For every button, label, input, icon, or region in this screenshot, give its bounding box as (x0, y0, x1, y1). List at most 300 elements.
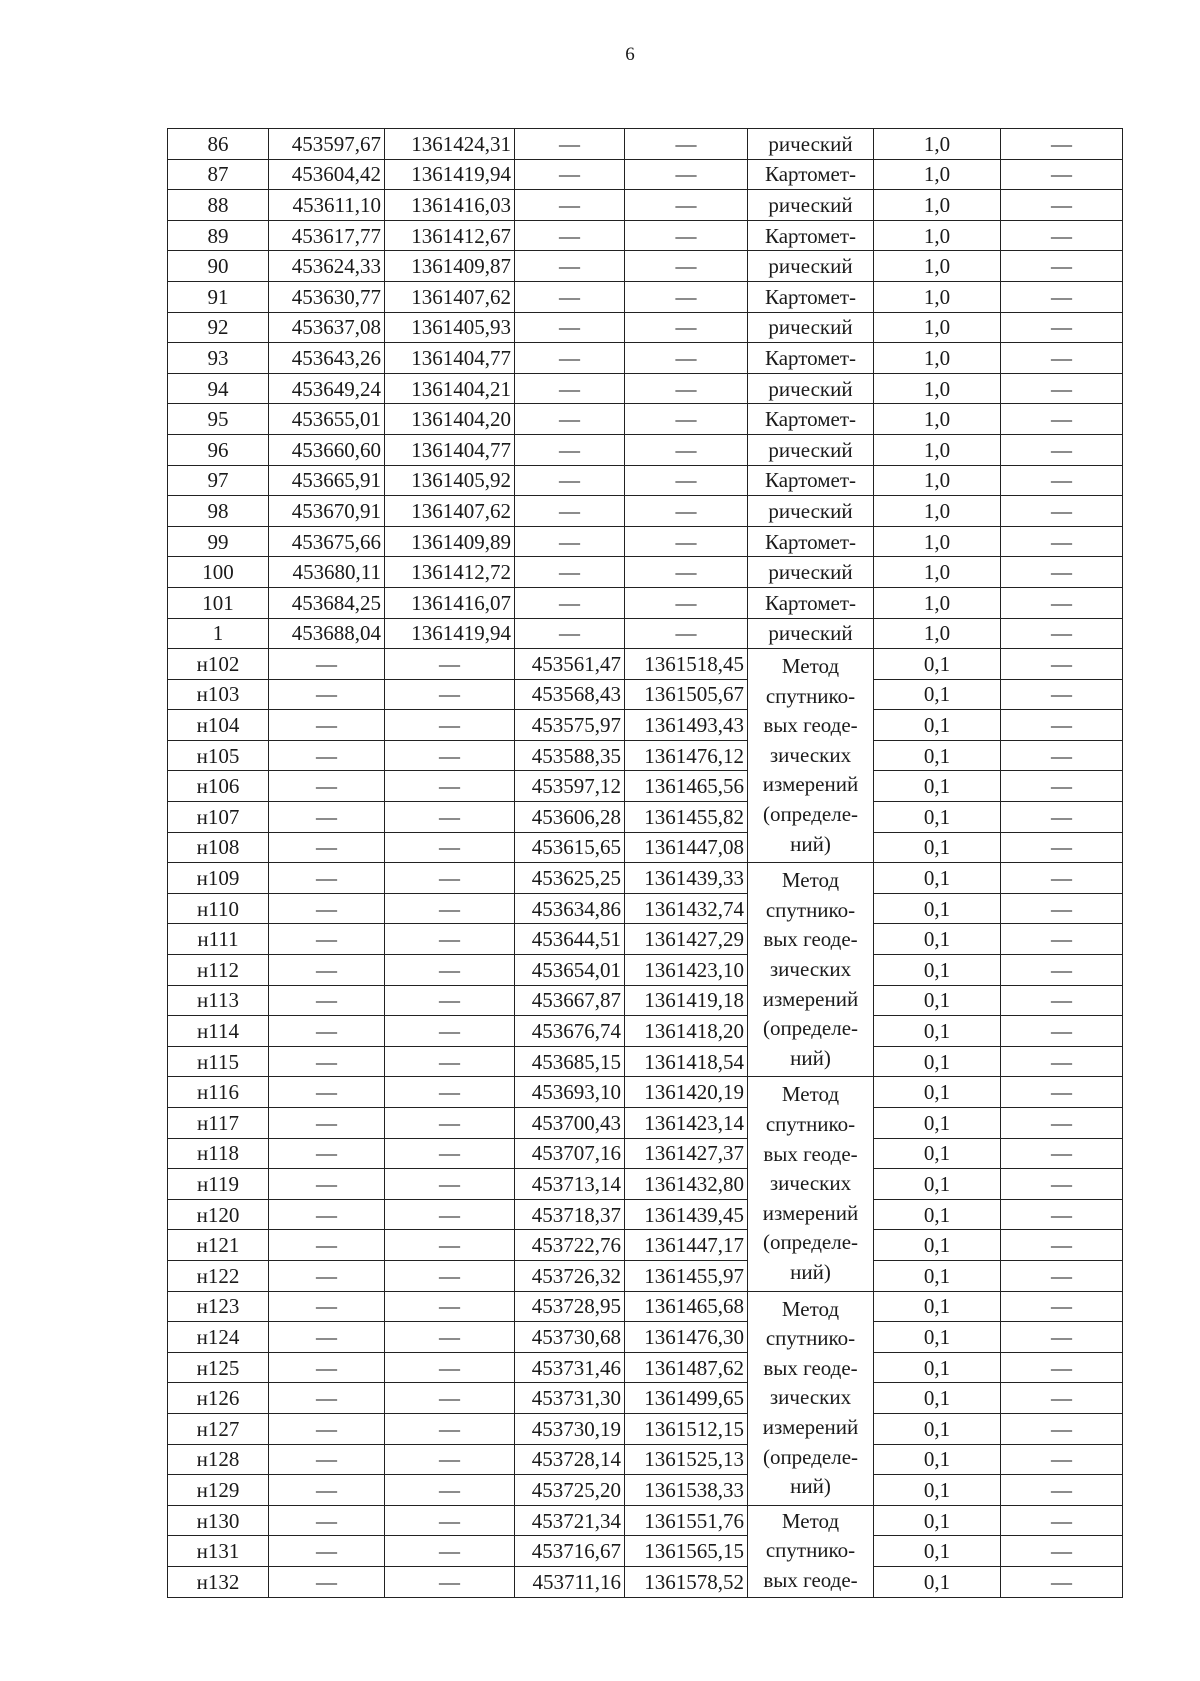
description-cell: — (1001, 1444, 1123, 1475)
table-row (168, 740, 1123, 771)
coord-y2-cell: 1361512,15 (625, 1413, 748, 1444)
point-id-cell: 97 (168, 465, 269, 496)
table-row (168, 955, 1123, 986)
accuracy-cell: 0,1 (874, 832, 1001, 863)
coord-x2-cell: 453676,74 (515, 1016, 625, 1047)
description-cell: — (1001, 679, 1123, 710)
point-id-cell: 87 (168, 159, 269, 190)
coord-y2-cell: 1361432,80 (625, 1169, 748, 1200)
coord-y2-cell: — (625, 343, 748, 374)
coord-x1-cell: — (269, 985, 385, 1016)
coord-y1-cell: — (385, 1566, 515, 1597)
coord-x1-cell: 453604,42 (269, 159, 385, 190)
method-cell: рический (748, 129, 874, 160)
accuracy-cell: 1,0 (874, 618, 1001, 649)
coord-x2-cell: 453606,28 (515, 802, 625, 833)
method-cell: Картомет- (748, 281, 874, 312)
coord-y2-cell: 1361505,67 (625, 679, 748, 710)
coord-x1-cell: — (269, 1230, 385, 1261)
method-cell: Картомет- (748, 587, 874, 618)
coord-x1-cell: — (269, 1475, 385, 1506)
description-cell: — (1001, 740, 1123, 771)
coord-y1-cell: — (385, 1260, 515, 1291)
coord-y1-cell: — (385, 740, 515, 771)
coord-x1-cell: 453649,24 (269, 373, 385, 404)
coord-x2-cell: — (515, 281, 625, 312)
coord-x1-cell: 453684,25 (269, 587, 385, 618)
coord-x2-cell: 453575,97 (515, 710, 625, 741)
coord-x1-cell: — (269, 1444, 385, 1475)
accuracy-cell: 0,1 (874, 1566, 1001, 1597)
coord-x1-cell: — (269, 893, 385, 924)
description-cell: — (1001, 1566, 1123, 1597)
coord-y1-cell: — (385, 1413, 515, 1444)
coord-y1-cell: 1361419,94 (385, 618, 515, 649)
accuracy-cell: 0,1 (874, 863, 1001, 894)
description-cell: — (1001, 710, 1123, 741)
coord-x2-cell: — (515, 251, 625, 282)
coord-y2-cell: 1361423,10 (625, 955, 748, 986)
table-row (168, 373, 1123, 404)
coord-x2-cell: 453644,51 (515, 924, 625, 955)
description-cell: — (1001, 1536, 1123, 1567)
coord-x2-cell: — (515, 526, 625, 557)
coord-y1-cell: 1361405,92 (385, 465, 515, 496)
method-line: Метод (781, 654, 840, 679)
description-cell: — (1001, 557, 1123, 588)
table-row (168, 1352, 1123, 1383)
coord-y1-cell: — (385, 1138, 515, 1169)
accuracy-cell: 0,1 (874, 1169, 1001, 1200)
method-cell: Картомет- (748, 343, 874, 374)
method-cell: рический (748, 496, 874, 527)
method-line: зических (769, 1385, 852, 1410)
accuracy-cell: 1,0 (874, 343, 1001, 374)
point-id-cell: н102 (168, 649, 269, 680)
coord-y1-cell: — (385, 679, 515, 710)
table-row (168, 679, 1123, 710)
coord-y2-cell: 1361418,54 (625, 1046, 748, 1077)
description-cell: — (1001, 190, 1123, 221)
point-id-cell: н126 (168, 1383, 269, 1414)
accuracy-cell: 1,0 (874, 373, 1001, 404)
method-line: Метод (781, 868, 840, 893)
table-row (168, 863, 1123, 894)
coord-x1-cell: — (269, 1199, 385, 1230)
coord-y2-cell: 1361465,68 (625, 1291, 748, 1322)
point-id-cell: н119 (168, 1169, 269, 1200)
table-row (168, 1016, 1123, 1047)
table-row (168, 924, 1123, 955)
coord-y1-cell: — (385, 1077, 515, 1108)
coord-y2-cell: 1361476,12 (625, 740, 748, 771)
accuracy-cell: 0,1 (874, 1199, 1001, 1230)
method-line: спутнико- (765, 683, 856, 708)
method-line: (определе- (762, 1230, 859, 1255)
coord-x2-cell: — (515, 434, 625, 465)
coord-x1-cell: — (269, 1413, 385, 1444)
coord-y2-cell: — (625, 434, 748, 465)
point-id-cell: 94 (168, 373, 269, 404)
method-line: спутнико- (765, 897, 856, 922)
coord-x1-cell: — (269, 679, 385, 710)
table-row (168, 1322, 1123, 1353)
coord-x1-cell: — (269, 955, 385, 986)
accuracy-cell: 0,1 (874, 679, 1001, 710)
point-id-cell: 101 (168, 587, 269, 618)
point-id-cell: н117 (168, 1108, 269, 1139)
coord-x1-cell: — (269, 1108, 385, 1139)
coord-x2-cell: 453730,19 (515, 1413, 625, 1444)
table-row (168, 832, 1123, 863)
coord-y2-cell: 1361432,74 (625, 893, 748, 924)
description-cell: — (1001, 373, 1123, 404)
point-id-cell: 88 (168, 190, 269, 221)
coord-y1-cell: 1361404,77 (385, 434, 515, 465)
point-id-cell: н125 (168, 1352, 269, 1383)
description-cell: — (1001, 771, 1123, 802)
method-line: вых геоде- (763, 1355, 858, 1380)
method-cell (748, 649, 874, 863)
coord-x2-cell: 453726,32 (515, 1260, 625, 1291)
coord-x2-cell: 453728,95 (515, 1291, 625, 1322)
description-cell: — (1001, 1077, 1123, 1108)
accuracy-cell: 0,1 (874, 740, 1001, 771)
coord-y1-cell: — (385, 1444, 515, 1475)
accuracy-cell: 0,1 (874, 1413, 1001, 1444)
coord-y1-cell: — (385, 1383, 515, 1414)
accuracy-cell: 1,0 (874, 557, 1001, 588)
method-line: спутнико- (765, 1538, 856, 1563)
coord-x1-cell: 453597,67 (269, 129, 385, 160)
description-cell: — (1001, 1505, 1123, 1536)
point-id-cell: н109 (168, 863, 269, 894)
coord-y1-cell: — (385, 832, 515, 863)
coord-y2-cell: — (625, 526, 748, 557)
method-cell (748, 863, 874, 1077)
coord-x2-cell: 453588,35 (515, 740, 625, 771)
description-cell: — (1001, 496, 1123, 527)
method-line: вых геоде- (763, 1141, 858, 1166)
coord-y1-cell: — (385, 1108, 515, 1139)
description-cell: — (1001, 649, 1123, 680)
coord-y2-cell: 1361447,08 (625, 832, 748, 863)
point-id-cell: н124 (168, 1322, 269, 1353)
table-row (168, 710, 1123, 741)
point-id-cell: н111 (168, 924, 269, 955)
description-cell: — (1001, 924, 1123, 955)
coord-y1-cell: — (385, 924, 515, 955)
method-cell: рический (748, 434, 874, 465)
table-row (168, 557, 1123, 588)
description-cell: — (1001, 312, 1123, 343)
point-id-cell: 90 (168, 251, 269, 282)
coord-x2-cell: 453716,67 (515, 1536, 625, 1567)
table-row (168, 1566, 1123, 1597)
description-cell: — (1001, 1046, 1123, 1077)
description-cell: — (1001, 863, 1123, 894)
point-id-cell: н115 (168, 1046, 269, 1077)
coord-y2-cell: 1361423,14 (625, 1108, 748, 1139)
method-line: Метод (781, 1508, 840, 1533)
coord-x2-cell: 453713,14 (515, 1169, 625, 1200)
coord-x2-cell: — (515, 465, 625, 496)
table-row (168, 190, 1123, 221)
coord-y1-cell: — (385, 1199, 515, 1230)
accuracy-cell: 0,1 (874, 1536, 1001, 1567)
method-line: спутнико- (765, 1112, 856, 1136)
coord-x1-cell: — (269, 1566, 385, 1597)
accuracy-cell: 0,1 (874, 1046, 1001, 1077)
table-row (168, 465, 1123, 496)
coord-y1-cell: 1361409,87 (385, 251, 515, 282)
table-row (168, 1475, 1123, 1506)
coord-x1-cell: 453630,77 (269, 281, 385, 312)
coord-x2-cell: 453730,68 (515, 1322, 625, 1353)
coord-y2-cell: 1361420,19 (625, 1077, 748, 1108)
method-line: ний) (790, 1474, 831, 1499)
coord-y2-cell: 1361578,52 (625, 1566, 748, 1597)
page-number: 6 (625, 44, 635, 65)
coord-x2-cell: — (515, 618, 625, 649)
point-id-cell: н116 (168, 1077, 269, 1108)
coord-y2-cell: 1361418,20 (625, 1016, 748, 1047)
description-cell: — (1001, 1413, 1123, 1444)
coord-y1-cell: — (385, 1352, 515, 1383)
description-cell: — (1001, 465, 1123, 496)
coord-x2-cell: 453568,43 (515, 679, 625, 710)
accuracy-cell: 0,1 (874, 1352, 1001, 1383)
description-cell: — (1001, 343, 1123, 374)
point-id-cell: н120 (168, 1199, 269, 1230)
point-id-cell: 100 (168, 557, 269, 588)
coord-y2-cell: 1361419,18 (625, 985, 748, 1016)
coord-x2-cell: — (515, 343, 625, 374)
coord-y1-cell: — (385, 1291, 515, 1322)
description-cell: — (1001, 618, 1123, 649)
coord-x1-cell: — (269, 1260, 385, 1291)
coord-y1-cell: — (385, 710, 515, 741)
method-cell: Картомет- (748, 159, 874, 190)
coord-x1-cell: — (269, 832, 385, 863)
coord-y1-cell: 1361404,20 (385, 404, 515, 435)
coord-y2-cell: 1361439,45 (625, 1199, 748, 1230)
coord-x1-cell: 453670,91 (269, 496, 385, 527)
coord-y2-cell: — (625, 618, 748, 649)
coord-y2-cell: 1361525,13 (625, 1444, 748, 1475)
coord-y2-cell: 1361476,30 (625, 1322, 748, 1353)
coord-y1-cell: 1361416,03 (385, 190, 515, 221)
description-cell: — (1001, 832, 1123, 863)
description-cell: — (1001, 1322, 1123, 1353)
coord-y2-cell: — (625, 129, 748, 160)
point-id-cell: 98 (168, 496, 269, 527)
accuracy-cell: 1,0 (874, 434, 1001, 465)
table-row (168, 251, 1123, 282)
table-row (168, 1505, 1123, 1536)
coord-x2-cell: 453718,37 (515, 1199, 625, 1230)
coord-x2-cell: 453725,20 (515, 1475, 625, 1506)
coord-x1-cell: — (269, 924, 385, 955)
coord-y1-cell: 1361404,77 (385, 343, 515, 374)
coord-x2-cell: 453728,14 (515, 1444, 625, 1475)
description-cell: — (1001, 985, 1123, 1016)
point-id-cell: н106 (168, 771, 269, 802)
point-id-cell: н103 (168, 679, 269, 710)
method-cell (748, 1077, 874, 1291)
table-row (168, 802, 1123, 833)
coord-y2-cell: — (625, 281, 748, 312)
description-cell: — (1001, 526, 1123, 557)
coord-y1-cell: — (385, 1046, 515, 1077)
coord-y2-cell: 1361493,43 (625, 710, 748, 741)
point-id-cell: 89 (168, 220, 269, 251)
coord-x1-cell: — (269, 1291, 385, 1322)
coord-x1-cell: 453624,33 (269, 251, 385, 282)
description-cell: — (1001, 1475, 1123, 1506)
method-cell (748, 1291, 874, 1505)
coord-y2-cell: 1361518,45 (625, 649, 748, 680)
method-line: измерений (762, 1200, 859, 1225)
coord-x2-cell: 453685,15 (515, 1046, 625, 1077)
coord-y2-cell: — (625, 496, 748, 527)
coord-y1-cell: 1361416,07 (385, 587, 515, 618)
accuracy-cell: 0,1 (874, 802, 1001, 833)
table-row (168, 159, 1123, 190)
coord-y1-cell: — (385, 1230, 515, 1261)
point-id-cell: 92 (168, 312, 269, 343)
accuracy-cell: 1,0 (874, 190, 1001, 221)
accuracy-cell: 0,1 (874, 955, 1001, 986)
coord-x2-cell: 453721,34 (515, 1505, 625, 1536)
table-row (168, 1199, 1123, 1230)
description-cell: — (1001, 434, 1123, 465)
table-row (168, 1046, 1123, 1077)
description-cell: — (1001, 1383, 1123, 1414)
accuracy-cell: 1,0 (874, 129, 1001, 160)
method-cell: рический (748, 373, 874, 404)
method-cell: рический (748, 251, 874, 282)
coord-y2-cell: 1361455,97 (625, 1260, 748, 1291)
coord-x2-cell: 453667,87 (515, 985, 625, 1016)
coord-y2-cell: — (625, 312, 748, 343)
coord-y1-cell: 1361424,31 (385, 129, 515, 160)
coord-x1-cell: — (269, 1322, 385, 1353)
accuracy-cell: 0,1 (874, 924, 1001, 955)
method-cell: рический (748, 312, 874, 343)
table-row (168, 526, 1123, 557)
coord-y2-cell: — (625, 159, 748, 190)
coord-y2-cell: — (625, 587, 748, 618)
description-cell: — (1001, 1260, 1123, 1291)
description-cell: — (1001, 1138, 1123, 1169)
table-row (168, 1169, 1123, 1200)
method-cell: рический (748, 618, 874, 649)
coord-y1-cell: 1361412,72 (385, 557, 515, 588)
coord-x2-cell: 453722,76 (515, 1230, 625, 1261)
coord-y1-cell: — (385, 1169, 515, 1200)
method-line: вых геоде- (763, 1567, 858, 1592)
coord-x2-cell: 453731,30 (515, 1383, 625, 1414)
method-cell: рический (748, 190, 874, 221)
coord-x2-cell: 453711,16 (515, 1566, 625, 1597)
coord-x1-cell: 453688,04 (269, 618, 385, 649)
table-row (168, 404, 1123, 435)
point-id-cell: 1 (168, 618, 269, 649)
coord-x2-cell: — (515, 129, 625, 160)
coord-y1-cell: — (385, 955, 515, 986)
description-cell: — (1001, 404, 1123, 435)
coord-x2-cell: — (515, 312, 625, 343)
method-cell: Картомет- (748, 220, 874, 251)
coord-y2-cell: 1361551,76 (625, 1505, 748, 1536)
table-row (168, 1108, 1123, 1139)
point-id-cell: н128 (168, 1444, 269, 1475)
method-line: (определе- (762, 1444, 859, 1469)
coord-y2-cell: — (625, 557, 748, 588)
coord-y2-cell: 1361455,82 (625, 802, 748, 833)
description-cell: — (1001, 159, 1123, 190)
coord-x1-cell: — (269, 1169, 385, 1200)
coord-x1-cell: — (269, 740, 385, 771)
coord-x2-cell: 453654,01 (515, 955, 625, 986)
description-cell: — (1001, 1352, 1123, 1383)
method-cell: рический (748, 557, 874, 588)
point-id-cell: н121 (168, 1230, 269, 1261)
description-cell: — (1001, 1108, 1123, 1139)
coord-y2-cell: — (625, 373, 748, 404)
point-id-cell: 96 (168, 434, 269, 465)
coord-x2-cell: — (515, 373, 625, 404)
accuracy-cell: 0,1 (874, 1260, 1001, 1291)
coord-y1-cell: 1361407,62 (385, 281, 515, 312)
method-line: (определе- (762, 1016, 859, 1041)
method-line: измерений (762, 986, 859, 1011)
accuracy-cell: 0,1 (874, 1322, 1001, 1353)
point-id-cell: н123 (168, 1291, 269, 1322)
coord-y1-cell: — (385, 863, 515, 894)
accuracy-cell: 1,0 (874, 496, 1001, 527)
coord-x1-cell: 453643,26 (269, 343, 385, 374)
table-row (168, 618, 1123, 649)
description-cell: — (1001, 1169, 1123, 1200)
point-id-cell: н110 (168, 893, 269, 924)
table-row (168, 649, 1123, 680)
coord-y1-cell: 1361412,67 (385, 220, 515, 251)
description-cell: — (1001, 1291, 1123, 1322)
coord-x2-cell: 453634,86 (515, 893, 625, 924)
coord-x2-cell: — (515, 587, 625, 618)
table-row (168, 496, 1123, 527)
table-row (168, 1260, 1123, 1291)
accuracy-cell: 0,1 (874, 1505, 1001, 1536)
coord-y1-cell: — (385, 1536, 515, 1567)
coord-y1-cell: — (385, 1475, 515, 1506)
table-row (168, 1383, 1123, 1414)
coord-x1-cell: 453665,91 (269, 465, 385, 496)
description-cell: — (1001, 802, 1123, 833)
coord-y2-cell: 1361465,56 (625, 771, 748, 802)
coord-y1-cell: — (385, 802, 515, 833)
method-line: спутнико- (765, 1326, 856, 1351)
method-line: Метод (781, 1296, 840, 1321)
table-row (168, 220, 1123, 251)
coord-x1-cell: 453611,10 (269, 190, 385, 221)
description-cell: — (1001, 1230, 1123, 1261)
point-id-cell: н113 (168, 985, 269, 1016)
method-line: ний) (790, 1259, 831, 1284)
coord-x1-cell: — (269, 802, 385, 833)
